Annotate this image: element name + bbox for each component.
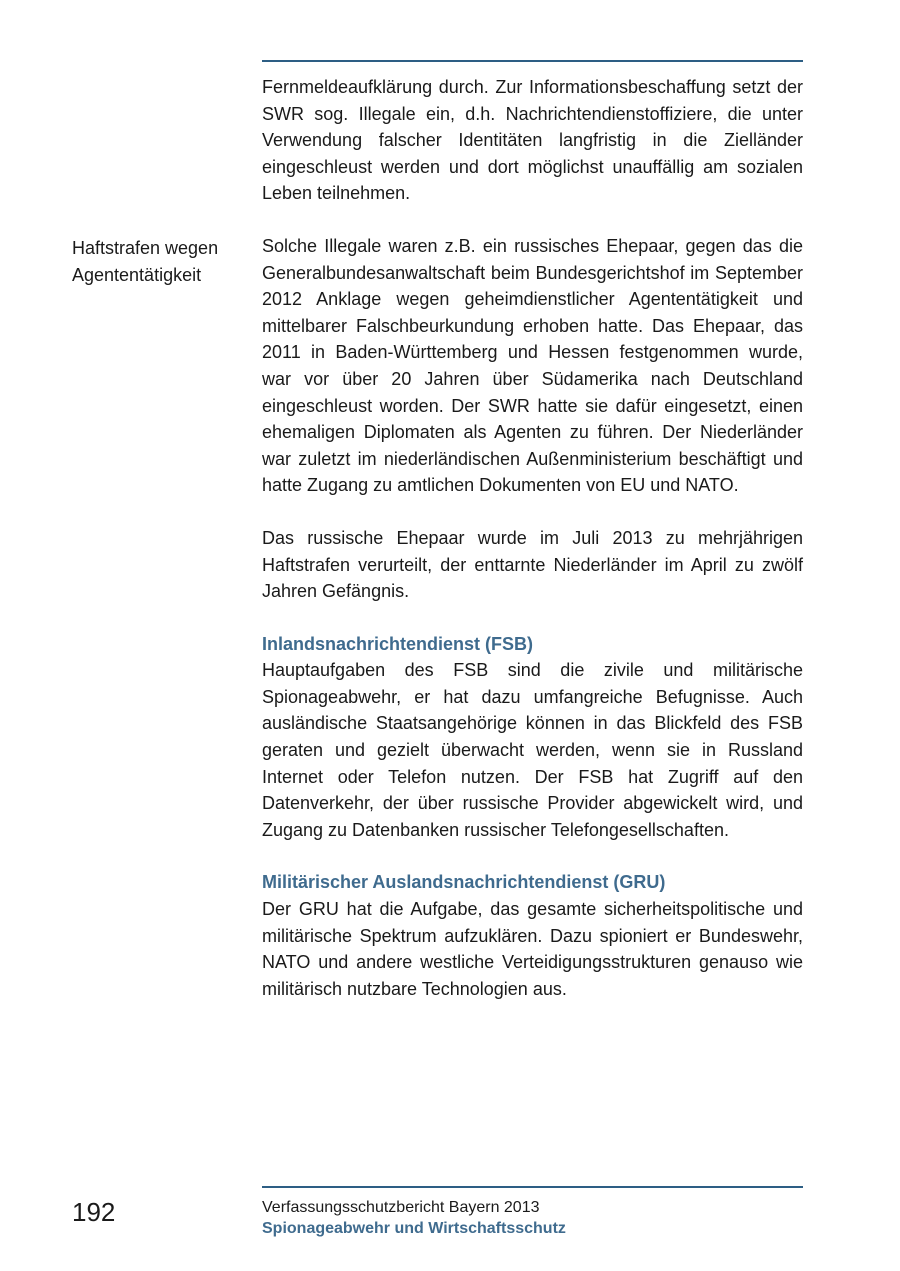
footer-subtitle: Spionageabwehr und Wirtschaftsschutz [262, 1220, 566, 1237]
header-rule [262, 60, 803, 62]
footer-rule [262, 1186, 803, 1188]
main-text-column [262, 74, 803, 1028]
margin-note-line-2: Agententätigkeit [72, 264, 202, 285]
paragraph-illegals-case: Solche Illegale waren z.B. ein russisches Ehepaar, gegen das die Generalbundesanwaltschaft beim Bundesgerichtshof im September 2012 Anklage wegen geheimdienstlicher Agententätigkeit und mittelbarer Falschbeurkundung erhoben hatte. Das Ehepaar, das 2011 in Baden-Württemberg und Hessen festgenommen wurde, war vor über 20 Jahren über Südamerika nach Deutschland eingeschleust worden. Der SWR hatte sie dafür eingesetzt, einen ehemaligen Diplomaten als Agenten zu führen. Der Niederländer war zuletzt im niederländischen Außenministerium beschäftigt und hatte Zugang zu amtlichen Dokumenten von EU und NATO. [262, 235, 803, 496]
page-number: 192 [72, 1197, 116, 1227]
footer-title: Verfassungsschutzbericht Bayern 2013 [262, 1199, 540, 1216]
heading-fsb: Inlandsnachrichtendienst (FSB) [262, 633, 534, 654]
footer [262, 1197, 803, 1239]
paragraph-fsb: Hauptaufgaben des FSB sind die zivile und militärische Spionageabwehr, er hat dazu umfangreiche Befugnisse. Auch ausländische Staatsangehörige können in das Blickfeld des FSB geraten und gezielt überwacht werden, wenn sie in Russland Internet oder Telefon nutzen. Der FSB hat Zugriff auf den Datenverkehr, der über russische Provider abgewickelt wird, und Zugang zu Datenbanken russischer Telefongesellschaften. [262, 660, 803, 840]
heading-gru: Militärischer Auslandsnachrichtendienst (GRU) [262, 872, 666, 893]
paragraph-gru: Der GRU hat die Aufgabe, das gesamte sicherheitspolitische und militärische Spektrum aufzuklären. Dazu spioniert er Bundeswehr, NATO und andere westliche Verteidigungsstrukturen genauso wie militärisch nutzbare Technologien aus. [262, 899, 803, 999]
margin-note-line-1: Haftstrafen wegen [72, 238, 219, 258]
paragraph-sentencing: Das russische Ehepaar wurde im Juli 2013 zu mehrjährigen Haftstrafen verurteilt, der enttarnte Niederländer im April zu zwölf Jahren Gefängnis. [262, 527, 803, 602]
paragraph-intro: Fernmeldeaufklärung durch. Zur Informationsbeschaffung setzt der SWR sog. Illegale ein, d.h. Nachrichtendienstoffiziere, die unter Verwendung falscher Identitäten langfristig in die Zielländer eingeschleust werden und dort möglichst unauffällig am sozialen Leben teilnehmen. [262, 77, 803, 204]
margin-note [72, 235, 252, 288]
